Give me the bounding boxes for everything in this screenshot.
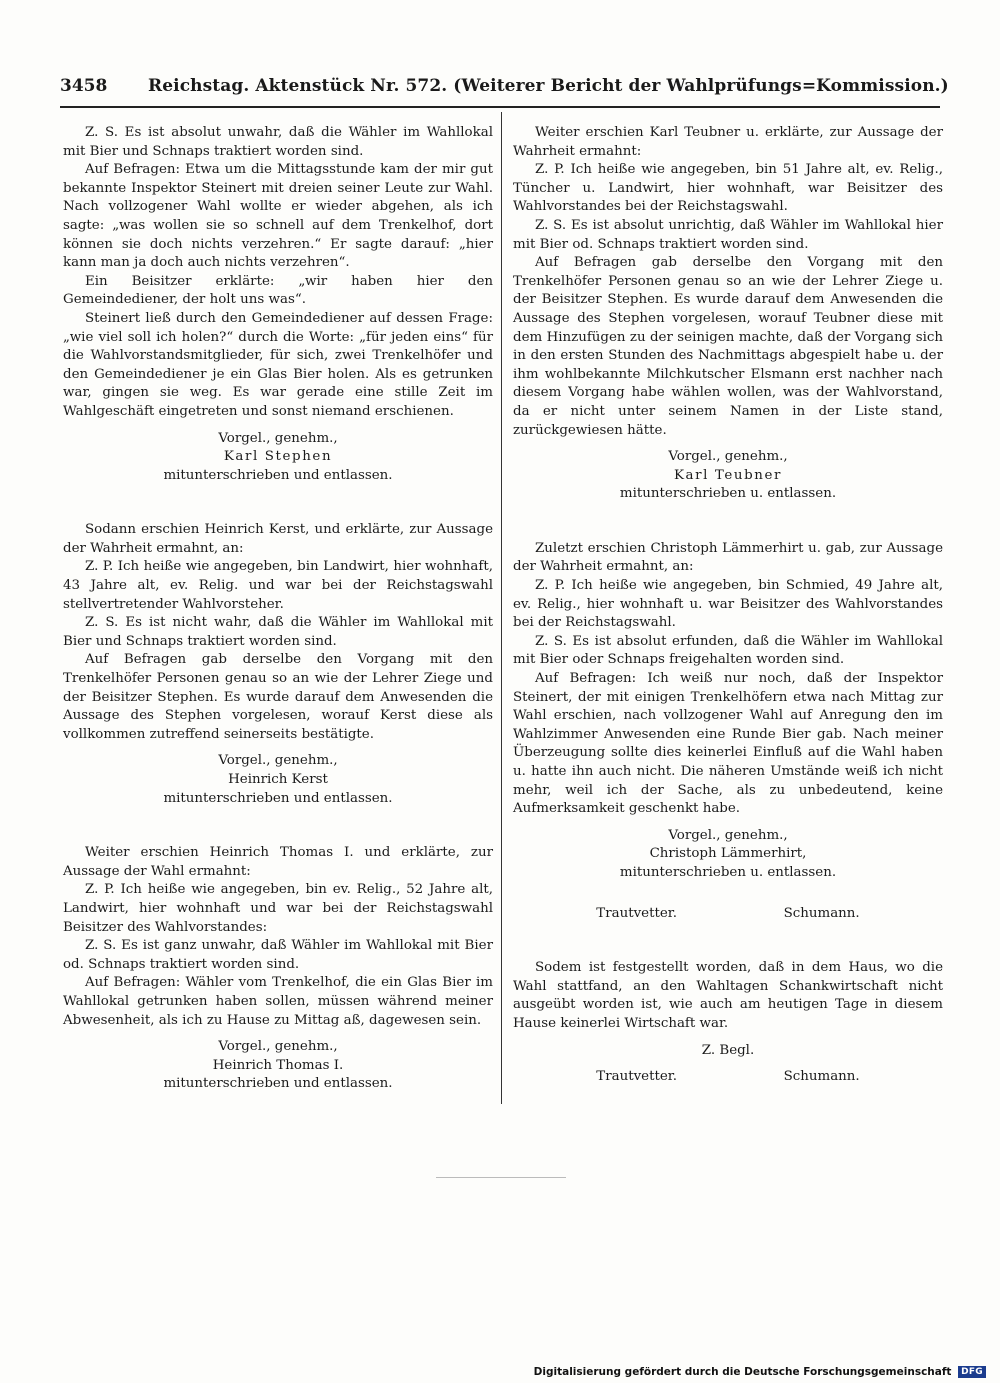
paragraph: Auf Befragen gab derselbe den Vorgang mit den Trenkelhöfer Personen genau so an wie der Lehrer Ziege u. der Beisitzer Stephen. Es wurde darauf dem Anwesenden die Aussage des Stephen vorgelesen, worauf Teubner diese mit dem Hinzufügen zu der seinigen machte, daß der Vorgang sich in den ersten Stunden des Nachmittags abgespielt habe u. der ihm wohlbekannte Milchkutscher Elsmann erst nachher nach diesem Vorgang habe wählen wollen, was der Wahlvorstand, da er nicht unter seinem Namen in der Liste stand, zurückgewiesen hätte. [513, 255, 943, 438]
header-rule [60, 106, 940, 108]
signature-schumann: Schumann. [783, 905, 860, 921]
signature-name: Heinrich Thomas I. [212, 1057, 344, 1073]
signature-row [513, 1068, 943, 1087]
paragraph: Weiter erschien Heinrich Thomas I. und erklärte, zur Aussage der Wahl ermahnt: [63, 845, 493, 879]
paragraph: Z. P. Ich heiße wie angegeben, bin ev. Relig., 52 Jahre alt, Landwirt, hier wohnhaft und war bei der Reichstagswahl Beisitzer des Wahlvorstandes: [63, 882, 493, 935]
signature-name: Karl Teubner [673, 467, 783, 483]
paragraph: Sodann erschien Heinrich Kerst, und erklärte, zur Aussage der Wahrheit ermahnt, an: [63, 522, 493, 556]
signature-vorgel: Vorgel., genehm., [218, 753, 338, 769]
paragraph: Z. S. Es ist nicht wahr, daß die Wähler im Wahllokal mit Bier und Schnaps traktiert worden sind. [63, 615, 493, 649]
paragraph: Auf Befragen: Etwa um die Mittagsstunde kam der mir gut bekannte Inspektor Steinert mit dreien seiner Leute zur Wahl. Nach vollzogener Wahl wollte er wieder abgehen, als ich sagte: „was wollen sie so schnell auf dem Trenkelhof, dort können sie doch nichts verzehren.“ Er sagte darauf: „hier kann man ja doch auch nichts verzehren“. [63, 162, 493, 271]
paragraph: Zuletzt erschien Christoph Lämmerhirt u. gab, zur Aussage der Wahrheit ermahnt, an: [513, 540, 943, 575]
footer-text: Digitalisierung gefördert durch die Deutsche Forschungsgemeinschaft [533, 1366, 952, 1378]
paragraph: Auf Befragen: Wähler vom Trenkelhof, die ein Glas Bier im Wahllokal getrunken haben sollen, müssen während meiner Abwesenheit, als ich zu Hause zu Mittag aß, dagewesen sein. [63, 975, 493, 1028]
paragraph: Ein Beisitzer erklärte: „wir haben hier den Gemeindediener, der holt uns was“. [63, 273, 493, 308]
signature-vorgel: Vorgel., genehm., [668, 449, 788, 465]
left-column [63, 124, 493, 1094]
signature-mitunterschrieben: mitunterschrieben und entlassen. [163, 1076, 393, 1092]
signature-mitunterschrieben: mitunterschrieben u. entlassen. [619, 864, 837, 880]
signature-trautvetter: Trautvetter. [596, 1069, 677, 1085]
dfg-logo-icon: DFG [958, 1366, 986, 1378]
signature-vorgel: Vorgel., genehm., [218, 430, 338, 446]
paragraph: Z. P. Ich heiße wie angegeben, bin Landwirt, hier wohnhaft, 43 Jahre alt, ev. Relig. und war bei der Reichstagswahl stellvertretender Wahlvorsteher. [63, 559, 493, 612]
paragraph: Z. S. Es ist absolut unrichtig, daß Wähler im Wahllokal hier mit Bier od. Schnaps traktiert worden sind. [513, 217, 943, 252]
paragraph: Z. S. Es ist ganz unwahr, daß Wähler im Wahllokal mit Bier od. Schnaps traktiert worden sind. [63, 938, 493, 972]
funding-footer [534, 1366, 986, 1378]
paragraph: Z. P. Ich heiße wie angegeben, bin 51 Jahre alt, ev. Relig., Tüncher u. Landwirt, hier wohnhaft, war Beisitzer des Wahlvorstandes bei der Reichstagswahl. [513, 162, 943, 215]
paragraph: Z. P. Ich heiße wie angegeben, bin Schmied, 49 Jahre alt, ev. Relig., hier wohnhaft u. war Beisitzer des Wahlvorstandes bei der Reichstagswahl. [513, 578, 943, 631]
end-rule [436, 1177, 566, 1178]
right-column [513, 124, 943, 1087]
paragraph: Weiter erschien Karl Teubner u. erklärte, zur Aussage der Wahrheit ermahnt: [513, 125, 943, 159]
signature-name: Karl Stephen [223, 449, 333, 465]
paragraph: Sodem ist festgestellt worden, daß in dem Haus, wo die Wahl stattfand, an den Wahltagen Schankwirtschaft nicht ausgeübt worden ist, wie auch am heutigen Tage in diesem Hause keinerlei Wirtschaft war. [513, 960, 943, 1031]
page-number: 3458 [60, 76, 108, 96]
signature-mitunterschrieben: mitunterschrieben u. entlassen. [619, 486, 837, 502]
page-header [60, 76, 949, 104]
signature-name: Heinrich Kerst [228, 772, 328, 787]
signature-vorgel: Vorgel., genehm., [668, 827, 788, 843]
signature-vorgel: Vorgel., genehm., [218, 1039, 338, 1055]
column-divider [501, 112, 502, 1104]
paragraph: Z. S. Es ist absolut erfunden, daß die Wähler im Wahllokal mit Bier oder Schnaps freigehalten worden sind. [513, 633, 943, 668]
page-title: Reichstag. Aktenstück Nr. 572. (Weiterer Bericht der Wahlprüfungs=Kommission.) [148, 76, 949, 96]
signature-schumann: Schumann. [783, 1069, 860, 1085]
attestation: Z. Begl. [701, 1042, 755, 1058]
signature-name: Christoph Lämmerhirt, [649, 846, 807, 862]
paragraph: Auf Befragen: Ich weiß nur noch, daß der Inspektor Steinert, der mit einigen Trenkelhöfern etwa nach Mittag zur Wahl erschien, nach vollzogener Wahl auf Anregung den im Wahlzimmer Anwesenden eine Runde Bier gab. Nach meiner Überzeugung sollte dies keinerlei Einfluß auf die Wahl haben u. hatte ihn auch nicht. Die näheren Umstände weiß ich nicht mehr, weil ich der Sache, als zu unbedeutend, keine Aufmerksamkeit geschenkt habe. [513, 671, 943, 817]
paragraph: Steinert ließ durch den Gemeindediener auf dessen Frage: „wie viel soll ich holen?“ durch die Worte: „für jeden eins“ für die Wahlvorstandsmitglieder, für sich, zwei Trenkelhöfer und den Gemeindediener je ein Glas Bier holen. Als es getrunken war, gingen sie weg. Es war gerade eine stille Zeit im Wahlgeschäft eingetreten und sonst niemand erschienen. [63, 310, 493, 419]
signature-mitunterschrieben: mitunterschrieben und entlassen. [163, 467, 393, 483]
signature-mitunterschrieben: mitunterschrieben und entlassen. [163, 790, 393, 806]
paragraph: Z. S. Es ist absolut unwahr, daß die Wähler im Wahllokal mit Bier und Schnaps traktiert worden sind. [63, 125, 493, 159]
paragraph: Auf Befragen gab derselbe den Vorgang mit den Trenkelhöfer Personen genau so an wie der Lehrer Ziege und der Beisitzer Stephen. Es wurde darauf dem Anwesenden die Aussage des Stephen vorgelesen, worauf Kerst diese als vollkommen zutreffend seinerseits bestätigte. [63, 652, 493, 742]
signature-trautvetter: Trautvetter. [596, 905, 677, 921]
signature-row [513, 905, 943, 924]
